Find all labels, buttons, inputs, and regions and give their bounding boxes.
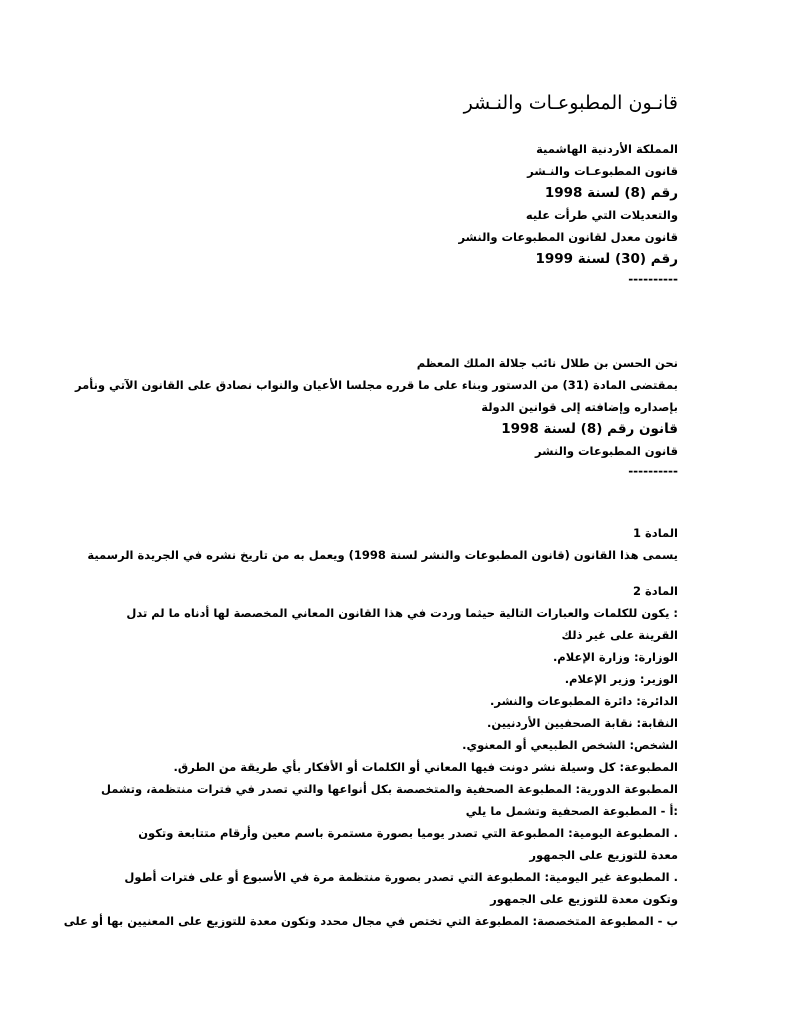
article-text: : يكون للكلمات والعبارات التالية حيثما وردت في هذا القانون المعاني المخصصة لها أدناه ما لم تدل القرينة على غير ذلك: [126, 606, 678, 642]
amending-law-number-line: رقم (30) لسنة 1999: [535, 251, 678, 267]
law-name-line: قانون المطبوعـات والنـشر: [527, 164, 678, 178]
law-number-line: رقم (8) لسنة 1998: [544, 185, 678, 201]
preamble-line: نحن الحسن بن طلال نائب جلالة الملك المعظم: [416, 356, 678, 370]
document-page: [63, 90, 678, 932]
definition-item: . المطبوعة اليومية: المطبوعة التي تصدر يوميا بصورة مستمرة باسم معين وأرقام متتابعة وتكون معدة للتوزيع على الجمهور: [138, 826, 678, 862]
definition-item: الشخص: الشخص الطبيعي أو المعنوي.: [462, 738, 678, 752]
article-heading: المادة 1: [633, 526, 678, 540]
preamble-line: بمقتضى المادة (31) من الدستور وبناء على ما قرره مجلسا الأعيان والنواب نصادق على القانون الآتي ونأمر: [75, 378, 678, 392]
amending-law-line: قانون معدل لقانون المطبوعات والنشر: [458, 230, 678, 244]
document-title: قانـون المطبوعـات والنـشر: [463, 92, 678, 114]
definition-item: ب - المطبوعة المتخصصة: المطبوعة التي تختص في مجال محدد وتكون معدة للتوزيع على المعنيين بها أو على: [63, 914, 678, 928]
definition-item: الوزير: وزير الإعلام.: [564, 672, 678, 686]
preamble-line: بإصداره وإضافته إلى قوانين الدولة: [481, 400, 678, 414]
definition-item: . المطبوعة غير اليومية: المطبوعة التي تصدر بصورة منتظمة مرة في الأسبوع أو على فترات أطول وتكون معدة للتوزيع على الجمهور: [124, 870, 678, 906]
separator: ----------: [628, 464, 678, 478]
amendments-line: والتعديلات التي طرأت عليه: [525, 208, 678, 222]
definition-item: المطبوعة: كل وسيلة نشر دونت فيها المعاني أو الكلمات أو الأفكار بأي طريقة من الطرق.: [173, 760, 678, 774]
preamble-block: [75, 352, 678, 480]
definition-item: النقابة: نقابة الصحفيين الأردنيين.: [486, 716, 678, 730]
header-block: [118, 138, 678, 288]
article-heading: المادة 2: [633, 584, 678, 598]
preamble-line: قانون المطبوعات والنشر: [535, 444, 678, 458]
definition-item: :أ - المطبوعة الصحفية وتشمل ما يلي: [465, 804, 678, 818]
definition-item: الوزارة: وزارة الإعلام.: [552, 650, 678, 664]
preamble-line: قانون رقم (8) لسنة 1998: [501, 421, 678, 437]
article-2: [63, 580, 678, 932]
separator: ----------: [628, 272, 678, 286]
definition-item: المطبوعة الدورية: المطبوعة الصحفية والمتخصصة بكل أنواعها والتي تصدر في فترات منتظمة، وتشمل: [100, 782, 678, 796]
article-1: [87, 522, 678, 566]
article-text: يسمى هذا القانون (قانون المطبوعات والنشر لسنة 1998) ويعمل به من تاريخ نشره في الجريدة الرسمية: [87, 548, 678, 562]
country-line: المملكة الأردنية الهاشمية: [536, 142, 678, 156]
definition-item: الدائرة: دائرة المطبوعات والنشر.: [490, 694, 678, 708]
